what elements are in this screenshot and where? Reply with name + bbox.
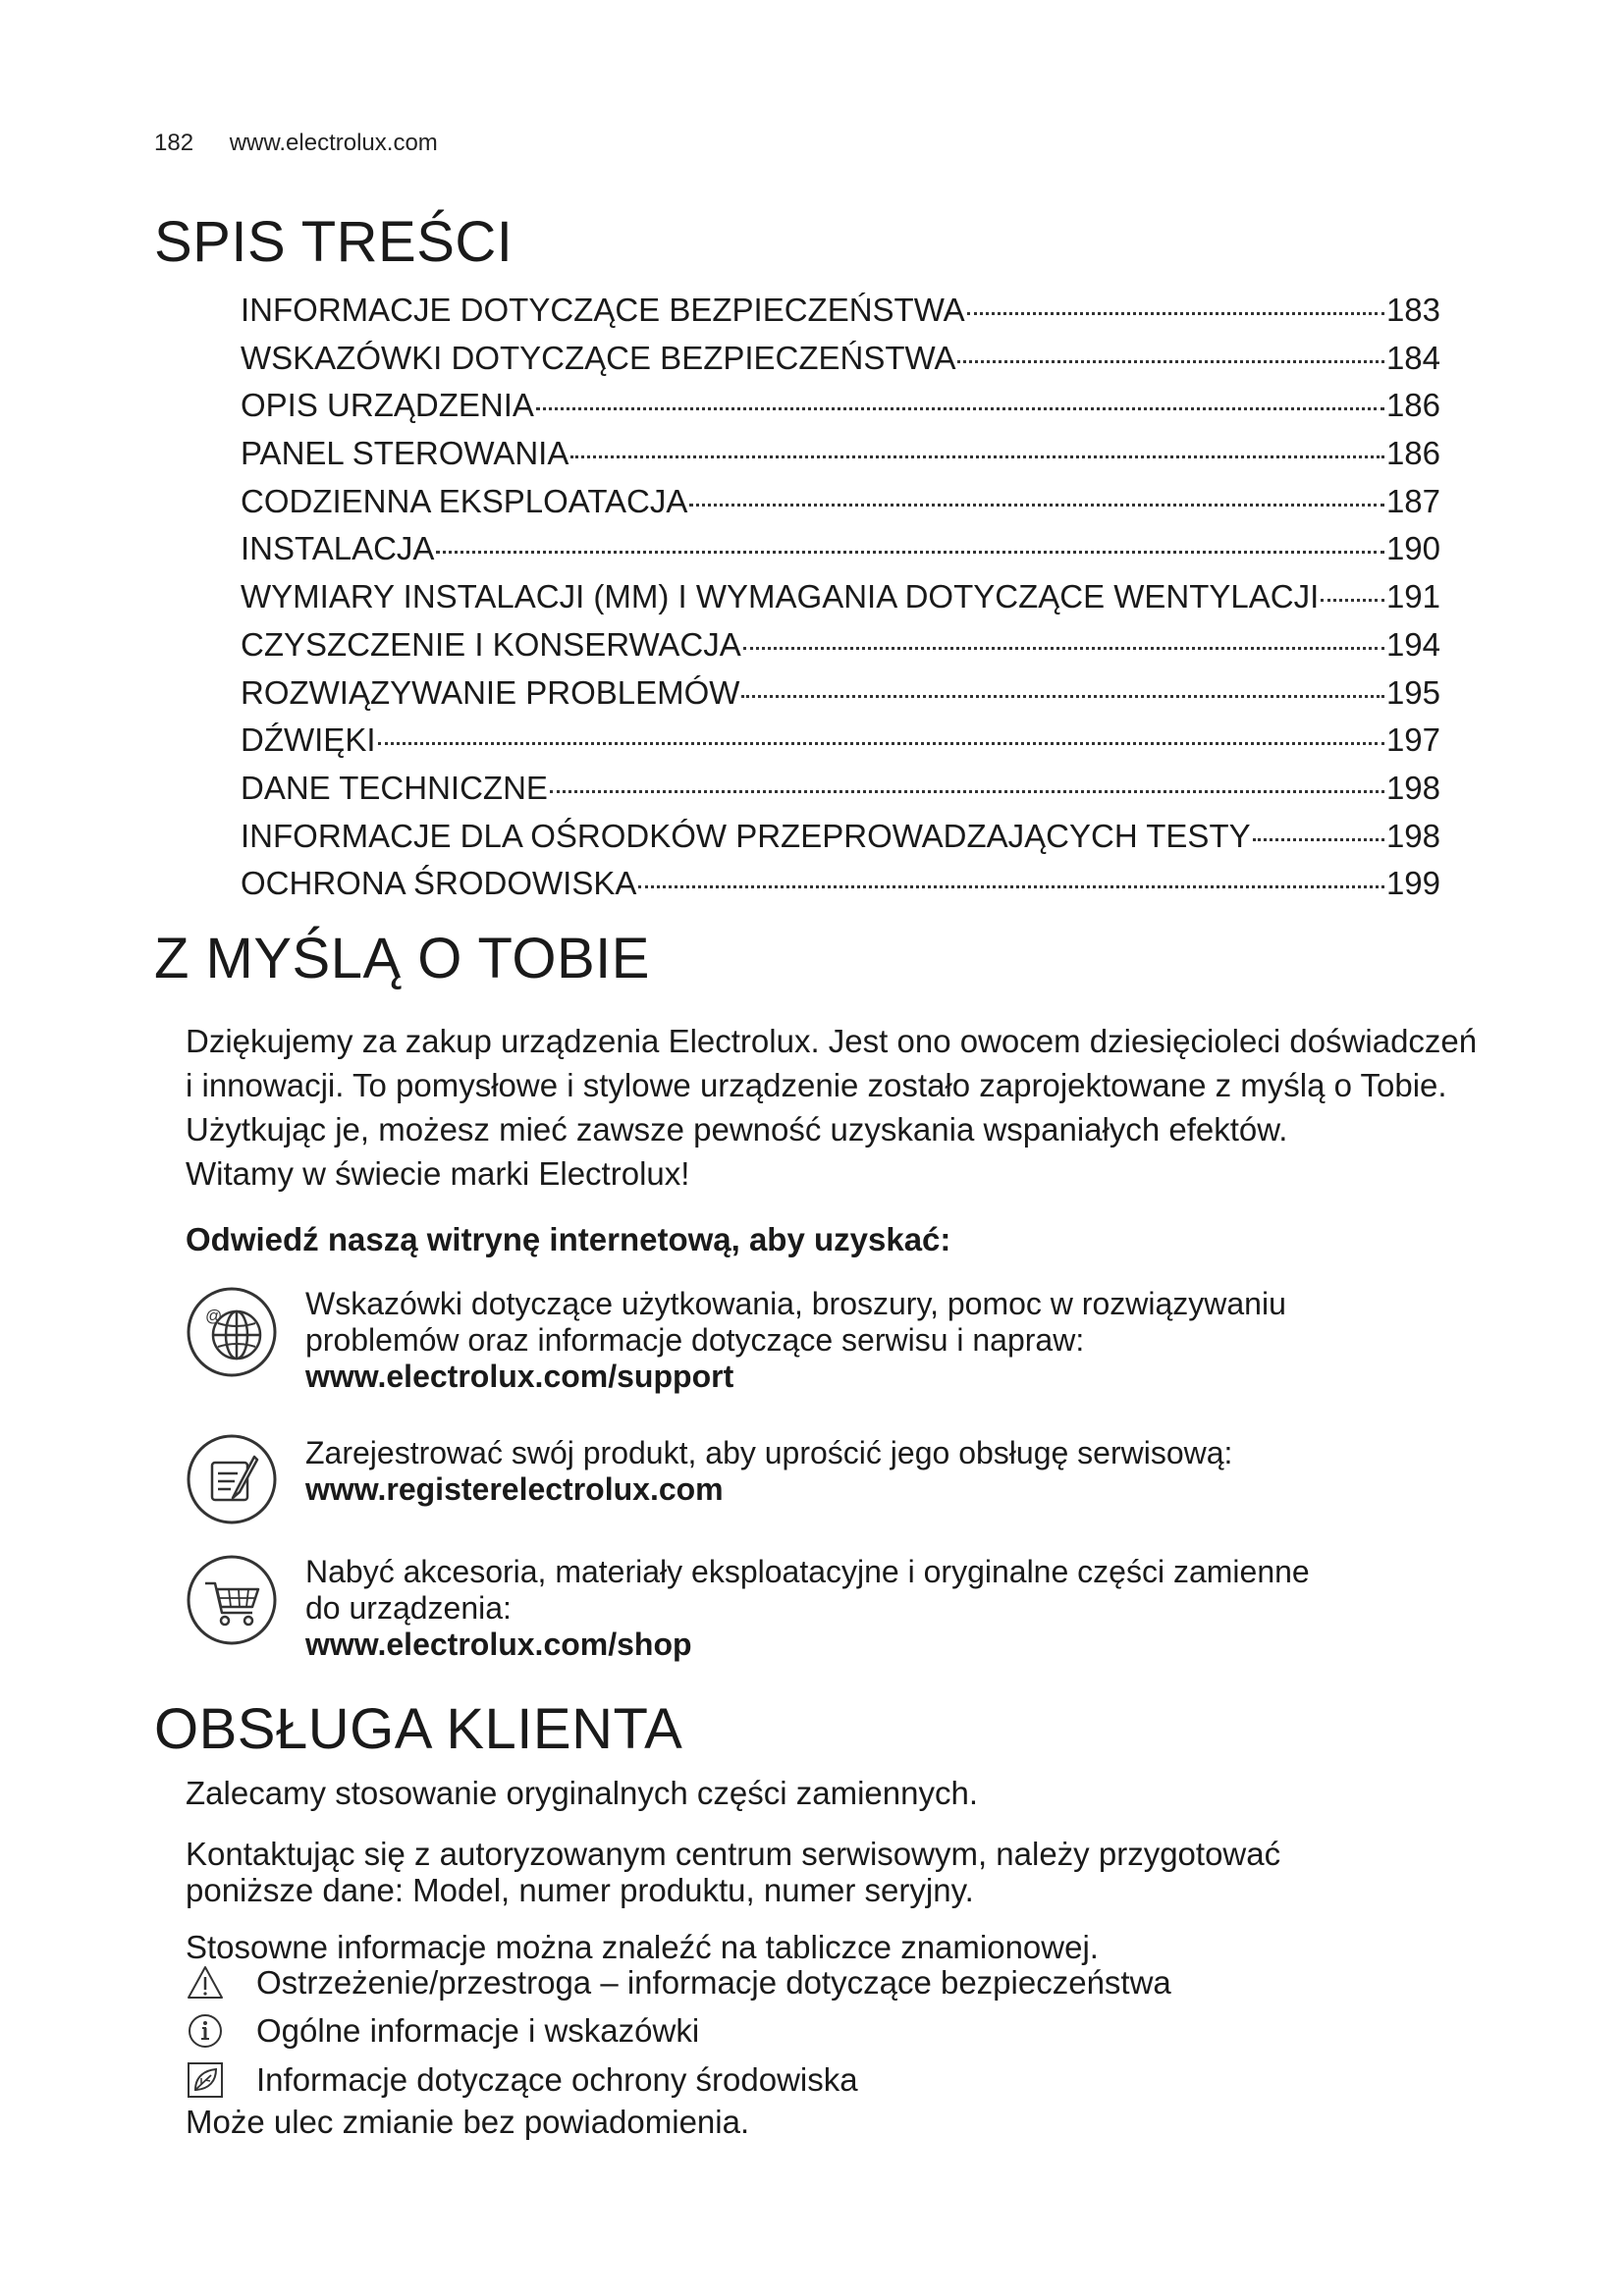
toc-entry[interactable] [241, 483, 1440, 531]
environment-icon [186, 2060, 225, 2100]
register-icon [186, 1433, 278, 1525]
legend-text: Ostrzeżenie/przestroga – informacje dotyczące bezpieczeństwa [256, 1964, 1171, 2001]
service-paragraph: Stosowne informacje można znaleźć na tabliczce znamionowej. [186, 1929, 1099, 1965]
register-link-text [305, 1435, 1454, 1508]
toc-entry[interactable] [241, 770, 1440, 818]
intro-line: i innowacji. To pomysłowe i stylowe urządzenie zostało zaprojektowane z myślą o Tobie. [186, 1067, 1447, 1103]
toc-dot-leader [638, 885, 1384, 888]
toc-dot-leader [1253, 838, 1384, 841]
toc-dot-leader [378, 742, 1384, 745]
toc-entry-page: 195 [1385, 673, 1440, 711]
toc-entry-page: 194 [1385, 625, 1440, 663]
intro-line: Dziękujemy za zakup urządzenia Electrolux. Jest ono owocem dziesięcioleci doświadczeń [186, 1023, 1478, 1059]
toc-entry-page: 186 [1385, 387, 1440, 424]
visit-heading: Odwiedź naszą witrynę internetową, aby uzyskać: [186, 1221, 951, 1257]
shop-line: Nabyć akcesoria, materiały eksploatacyjne i oryginalne części zamienne [305, 1554, 1310, 1589]
toc-entry[interactable] [241, 340, 1440, 388]
intro-line: Witamy w świecie marki Electrolux! [186, 1155, 690, 1192]
toc-entry[interactable] [241, 530, 1440, 578]
toc-entry-title: WYMIARY INSTALACJI (MM) I WYMAGANIA DOTYCZĄCE WENTYLACJI [241, 578, 1320, 615]
toc-entry-page: 191 [1385, 578, 1440, 615]
shop-url-link[interactable]: www.electrolux.com/shop [305, 1627, 692, 1662]
toc-entry[interactable] [241, 674, 1440, 722]
service-line: Kontaktując się z autoryzowanym centrum serwisowym, należy przygotować [186, 1836, 1281, 1872]
table-of-contents [241, 292, 1440, 913]
toc-entry-page: 184 [1385, 339, 1440, 376]
toc-entry-title: ROZWIĄZYWANIE PROBLEMÓW [241, 673, 740, 711]
toc-entry[interactable] [241, 292, 1440, 340]
support-line: Wskazówki dotyczące użytkowania, broszury, pomoc w rozwiązywaniu [305, 1286, 1286, 1321]
legend-text: Ogólne informacje i wskazówki [256, 2012, 700, 2049]
about-title: Z MYŚLĄ O TOBIE [154, 927, 650, 990]
globe-icon [186, 1286, 278, 1378]
toc-entry-page: 190 [1385, 530, 1440, 567]
intro-line: Użytkując je, możesz mieć zawsze pewność uzyskania wspaniałych efektów. [186, 1111, 1288, 1148]
toc-entry-page: 187 [1385, 482, 1440, 519]
warning-icon [186, 1963, 225, 2002]
toc-entry[interactable] [241, 578, 1440, 626]
toc-entry[interactable] [241, 626, 1440, 674]
toc-entry-title: WSKAZÓWKI DOTYCZĄCE BEZPIECZEŃSTWA [241, 339, 956, 376]
toc-entry[interactable] [241, 435, 1440, 483]
legend-text: Informacje dotyczące ochrony środowiska [256, 2061, 858, 2098]
toc-entry-page: 183 [1385, 292, 1440, 328]
toc-entry-page: 198 [1385, 817, 1440, 854]
service-paragraph: Zalecamy stosowanie oryginalnych części zamiennych. [186, 1775, 979, 1811]
page-header [154, 130, 438, 157]
toc-entry-title: INSTALACJA [241, 530, 435, 567]
toc-dot-leader [550, 790, 1384, 793]
legend-item-info [186, 2007, 1462, 2055]
toc-title: SPIS TREŚCI [154, 210, 514, 274]
toc-dot-leader [743, 647, 1384, 650]
info-icon [186, 2011, 225, 2051]
service-line: poniższe dane: Model, numer produktu, numer seryjny. [186, 1872, 974, 1908]
shopping-cart-icon [186, 1554, 278, 1646]
toc-entry-title: INFORMACJE DOTYCZĄCE BEZPIECZEŃSTWA [241, 292, 965, 328]
footer-note: Może ulec zmianie bez powiadomienia. [186, 2104, 750, 2140]
intro-paragraph [186, 1019, 1511, 1196]
toc-dot-leader [570, 455, 1384, 458]
toc-entry-page: 198 [1385, 769, 1440, 806]
service-title: OBSŁUGA KLIENTA [154, 1697, 683, 1761]
toc-dot-leader [689, 504, 1384, 507]
shop-line: do urządzenia: [305, 1590, 512, 1626]
toc-entry-page: 197 [1385, 721, 1440, 759]
service-paragraph [186, 1836, 1364, 1908]
legend-item-environment [186, 2056, 1462, 2104]
support-line: problemów oraz informacje dotyczące serwisu i napraw: [305, 1322, 1085, 1358]
support-link-text [305, 1286, 1454, 1395]
toc-entry-page: 199 [1385, 865, 1440, 902]
register-line: Zarejestrować swój produkt, aby uprościć jego obsługę serwisową: [305, 1435, 1233, 1470]
toc-dot-leader [436, 551, 1384, 554]
toc-entry[interactable] [241, 818, 1440, 866]
toc-entry-page: 186 [1385, 435, 1440, 472]
toc-dot-leader [1321, 599, 1384, 602]
toc-entry-title: CZYSZCZENIE I KONSERWACJA [241, 625, 741, 663]
toc-entry-title: CODZIENNA EKSPLOATACJA [241, 482, 688, 519]
header-website: www.electrolux.com [229, 130, 438, 156]
toc-entry-title: PANEL STEROWANIA [241, 435, 569, 472]
toc-entry[interactable] [241, 721, 1440, 770]
shop-link-text [305, 1554, 1454, 1663]
toc-entry-title: OCHRONA ŚRODOWISKA [241, 865, 637, 902]
toc-entry[interactable] [241, 387, 1440, 435]
toc-entry[interactable] [241, 865, 1440, 913]
toc-entry-title: INFORMACJE DLA OŚRODKÓW PRZEPROWADZAJĄCYCH TESTY [241, 817, 1251, 854]
page-number: 182 [154, 130, 194, 156]
legend-item-warning [186, 1959, 1462, 2006]
toc-dot-leader [536, 407, 1384, 410]
register-url-link[interactable]: www.registerelectrolux.com [305, 1471, 724, 1507]
toc-entry-title: DANE TECHNICZNE [241, 769, 548, 806]
support-url-link[interactable]: www.electrolux.com/support [305, 1359, 734, 1394]
toc-dot-leader [967, 312, 1384, 315]
toc-entry-title: DŹWIĘKI [241, 721, 376, 759]
toc-dot-leader [741, 695, 1383, 698]
toc-entry-title: OPIS URZĄDZENIA [241, 387, 534, 424]
svg-text:@: @ [205, 1307, 223, 1325]
toc-dot-leader [957, 360, 1383, 363]
